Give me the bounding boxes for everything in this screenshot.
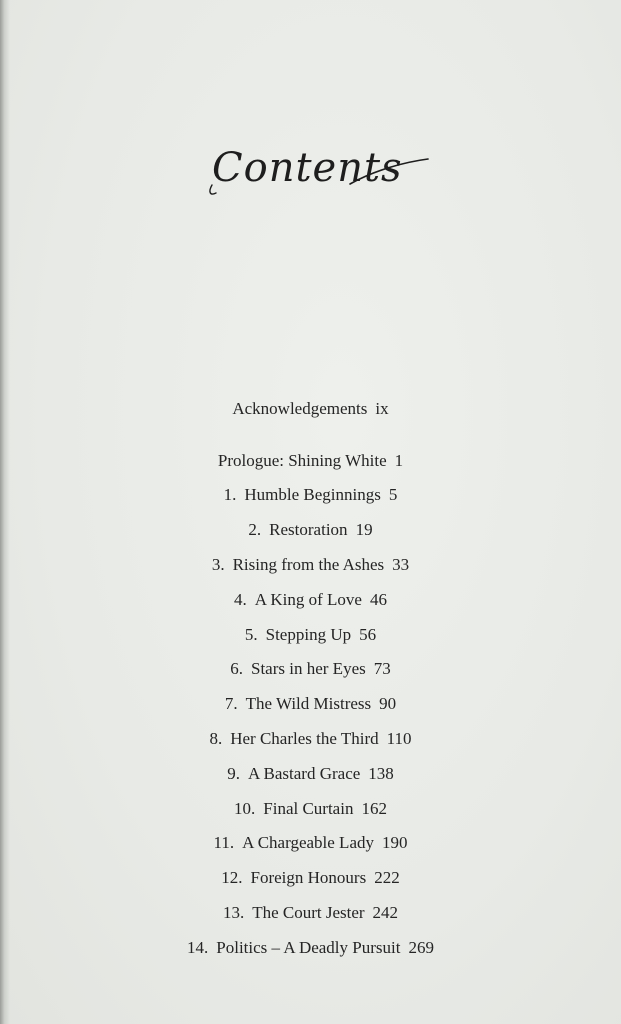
toc-entry-chapter-10[interactable] <box>0 796 621 822</box>
toc-entry-chapter-3[interactable] <box>0 552 621 578</box>
toc-entry-page: 162 <box>361 799 387 818</box>
toc-entry-number: 5. <box>244 625 258 644</box>
toc-entry-acknowledgements[interactable] <box>0 396 621 422</box>
toc-entry-title: A Bastard Grace <box>247 764 361 783</box>
toc-entry-number: 13. <box>222 903 245 922</box>
toc-entry-chapter-6[interactable] <box>0 656 621 682</box>
toc-entry-number: 7. <box>224 694 238 713</box>
toc-entry-title: Restoration <box>269 520 348 539</box>
toc-entry-page: 90 <box>379 694 397 713</box>
contents-heading <box>200 140 440 210</box>
toc-entry-number: 12. <box>221 868 243 887</box>
toc-entry-number: 14. <box>187 938 209 957</box>
toc-entry-number: 2. <box>248 520 262 539</box>
toc-entry-number: 3. <box>211 555 225 574</box>
toc-entry-chapter-5[interactable] <box>0 622 621 648</box>
toc-entry-chapter-11[interactable] <box>0 830 621 856</box>
toc-entry-page: 5 <box>388 485 398 504</box>
toc-entry-number: 1. <box>223 485 237 504</box>
toc-entry-page: 73 <box>373 659 391 678</box>
toc-entry-chapter-12[interactable] <box>0 865 621 891</box>
toc-entry-title: Final Curtain <box>263 799 354 818</box>
toc-entry-number: 4. <box>234 590 247 609</box>
toc-entry-chapter-1[interactable] <box>0 482 621 508</box>
toc-entry-chapter-13[interactable] <box>0 900 621 926</box>
toc-entry-page: 242 <box>372 903 399 922</box>
toc-entry-title: Her Charles the Third <box>230 729 379 748</box>
toc-entry-page: 190 <box>382 833 408 852</box>
toc-entry-chapter-7[interactable] <box>0 691 621 717</box>
toc-entry-page: 46 <box>369 590 387 609</box>
toc-entry-page: 33 <box>392 555 410 574</box>
toc-entry-number: 6. <box>230 659 243 678</box>
toc-entry-page: ix <box>375 399 389 418</box>
toc-entry-title: A King of Love <box>254 590 362 609</box>
toc-entry-page: 110 <box>386 729 412 748</box>
toc-entry-chapter-9[interactable] <box>0 761 621 787</box>
toc-entry-title: Foreign Honours <box>250 868 367 887</box>
toc-entry-title: The Wild Mistress <box>245 694 372 713</box>
toc-entry-prologue[interactable] <box>0 448 621 474</box>
toc-entry-page: 19 <box>355 520 373 539</box>
toc-entry-chapter-4[interactable] <box>0 587 621 613</box>
toc-entry-page: 56 <box>359 625 377 644</box>
toc-entry-title: The Court Jester <box>252 903 365 922</box>
toc-entry-title: Prologue: Shining White <box>217 451 387 470</box>
toc-entry-page: 222 <box>374 868 400 887</box>
toc-entry-page: 138 <box>368 764 394 783</box>
toc-entry-title: A Chargeable Lady <box>242 833 374 852</box>
toc-entry-chapter-14[interactable] <box>0 935 621 961</box>
toc-entry-page: 1 <box>394 451 404 470</box>
toc-entry-title: Stepping Up <box>265 625 352 644</box>
contents-heading-text: Contents <box>212 145 403 191</box>
toc-entry-title: Politics – A Deadly Pursuit <box>216 938 401 957</box>
toc-entry-chapter-2[interactable] <box>0 517 621 543</box>
toc-entry-number: 8. <box>209 729 223 748</box>
toc-entry-number: 11. <box>213 833 235 852</box>
toc-entry-number: 9. <box>227 764 240 783</box>
toc-entry-title: Acknowledgements <box>232 399 368 418</box>
toc-entry-number: 10. <box>234 799 256 818</box>
toc-entry-title: Stars in her Eyes <box>251 659 366 678</box>
toc-entry-page: 269 <box>408 938 434 957</box>
toc-entry-title: Humble Beginnings <box>244 485 381 504</box>
calligraphic-flourish <box>200 140 440 210</box>
toc-entry-chapter-8[interactable] <box>0 726 621 752</box>
toc-entry-title: Rising from the Ashes <box>232 555 385 574</box>
